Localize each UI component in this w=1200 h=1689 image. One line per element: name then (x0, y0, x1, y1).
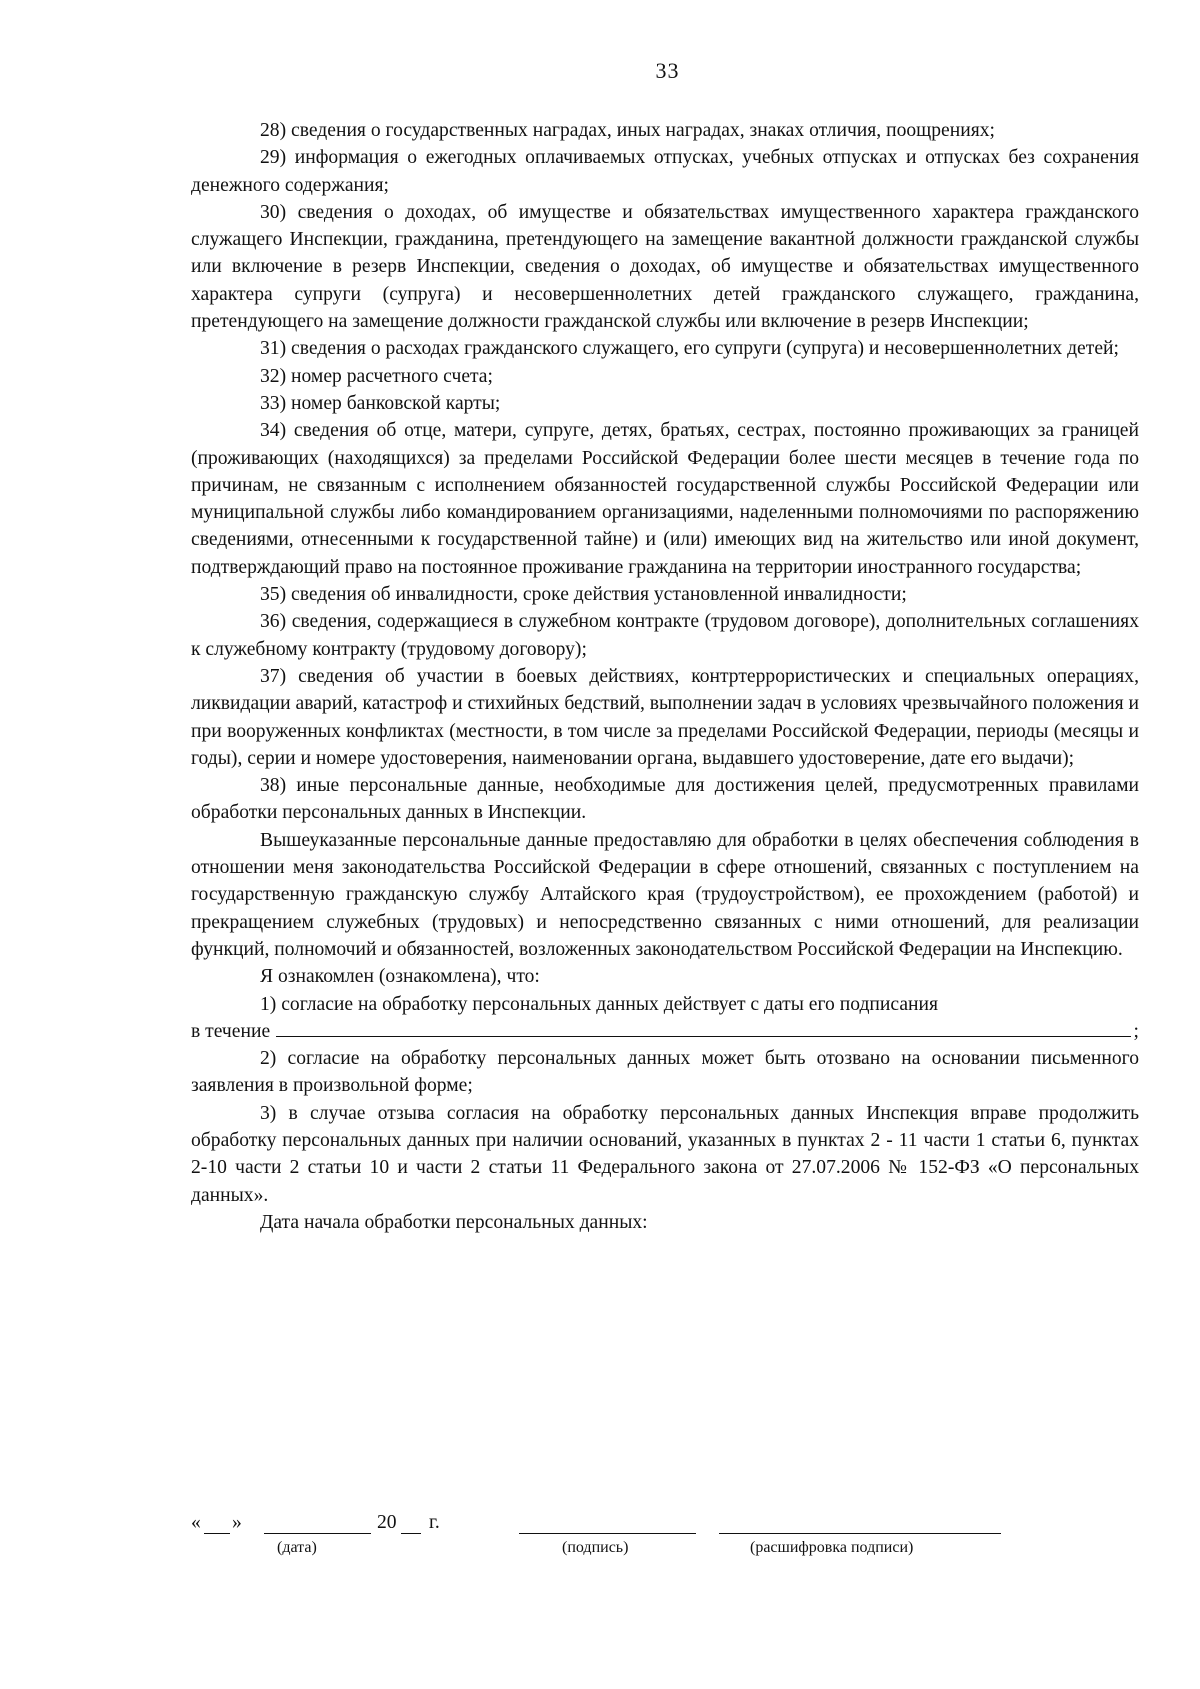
paragraph-34: 34) сведения об отце, матери, супруге, детях, братьях, сестрах, постоянно проживающих за границей (проживающих (находящихся) за пределами Российской Федерации более шести месяцев в течение года по причинам, не связанным с исполнением обязанностей государственной службы Российской Федерации или муниципальной службы либо командированием организациями, наделенными полномочиями по распоряжению сведениями, отнесенными к государственной тайне) и (или) имеющих вид на жительство или иной документ, подтверждающий право на постоянное проживание гражданина на территории иностранного государства; (191, 420, 1139, 578)
paragraph-31: 31) сведения о расходах гражданского служащего, его супруги (супруга) и несовершеннолетних детей; (260, 338, 1119, 360)
quote-close: » (232, 1512, 242, 1533)
term-blank-field[interactable] (276, 1018, 1130, 1037)
continued-processing-paragraph: 3) в случае отзыва согласия на обработку персональных данных Инспекция вправе продолжить обработку персональных данных при наличии оснований, указанных в пунктах 2 - 11 части 1 статьи 6, пунктах 2-10 части 2 статьи 10 и части 2 статьи 11 Федерального закона от 27.07.2006 № 152-ФЗ «О персональных данных». (191, 1102, 1139, 1206)
term-label: в течение (191, 1020, 271, 1042)
day-blank-field[interactable] (204, 1532, 230, 1534)
caption-date: (дата) (277, 1539, 317, 1556)
signature-row (191, 1512, 1091, 1542)
paragraph-30: 30) сведения о доходах, об имуществе и обязательствах имущественного характера гражданского служащего Инспекции, гражданина, претендующего на замещение вакантной должности гражданской службы или включение в резерв Инспекции, сведения о доходах, об имуществе и обязательствах имущественного характера супруги (супруга) и несовершеннолетних детей гражданского служащего, гражданина, претендующего на замещение должности гражданской службы или включение в резерв Инспекции; (191, 201, 1139, 333)
signature-blank-field[interactable] (519, 1532, 696, 1534)
year-blank-field[interactable] (401, 1532, 421, 1534)
paragraph-29: 29) информация о ежегодных оплачиваемых отпусках, учебных отпусках и отпусках без сохранения денежного содержания; (191, 147, 1139, 196)
consent-term-paragraph: 1) согласие на обработку персональных данных действует с даты его подписания (260, 993, 939, 1015)
paragraph-38: 38) иные персональные данные, необходимые для достижения целей, предусмотренных правилами обработки персональных данных в Инспекции. (191, 775, 1139, 824)
caption-signature: (подпись) (562, 1539, 629, 1556)
start-date-label: Дата начала обработки персональных данных: (260, 1211, 648, 1233)
paragraph-32: 32) номер расчетного счета; (260, 365, 493, 387)
month-blank-field[interactable] (264, 1532, 371, 1534)
term-end: ; (1133, 1020, 1139, 1042)
page-number: 33 (655, 58, 680, 83)
quote-open: « (191, 1512, 201, 1533)
paragraph-33: 33) номер банковской карты; (260, 392, 501, 414)
revocation-paragraph: 2) согласие на обработку персональных данных может быть отозвано на основании письменного заявления в произвольной форме; (191, 1048, 1139, 1097)
signature-decoding-blank-field[interactable] (719, 1532, 1001, 1534)
year-suffix: г. (429, 1512, 440, 1533)
purpose-paragraph: Вышеуказанные персональные данные предоставляю для обработки в целях обеспечения соблюдения в отношении меня законодательства Российской Федерации в сфере отношений, связанных с поступлением на государственную гражданскую службу Алтайского края (трудоустройством), ее прохождением (работой) и прекращением служебных (трудовых) и непосредственно связанных с ними отношений, для реализации функций, полномочий и обязанностей, возложенных законодательством Российской Федерации на Инспекцию. (191, 829, 1139, 960)
paragraph-28: 28) сведения о государственных наградах, иных наградах, знаках отличия, поощрениях; (260, 120, 995, 141)
year-prefix: 20 (377, 1512, 397, 1533)
paragraph-35: 35) сведения об инвалидности, сроке действия установленной инвалидности; (260, 584, 907, 606)
acknowledgement-heading: Я ознакомлен (ознакомлена), что: (260, 966, 540, 988)
paragraph-36: 36) сведения, содержащиеся в служебном контракте (трудовом договоре), дополнительных соглашениях к служебному контракту (трудовому договору); (191, 611, 1139, 660)
consent-term-line (191, 1018, 1139, 1045)
document-body (191, 117, 1139, 1236)
paragraph-37: 37) сведения об участии в боевых действиях, контртеррористических и специальных операциях, ликвидации аварий, катастроф и стихийных бедствий, выполнении задач в условиях чрезвычайного положения и при вооруженных конфликтах (местности, в том числе за пределами Российской Федерации, периоды (месяцы и годы), серии и номере удостоверения, наименовании органа, выдавшего удостоверение, дате его выдачи); (191, 665, 1139, 769)
caption-decoding: (расшифровка подписи) (750, 1539, 914, 1556)
